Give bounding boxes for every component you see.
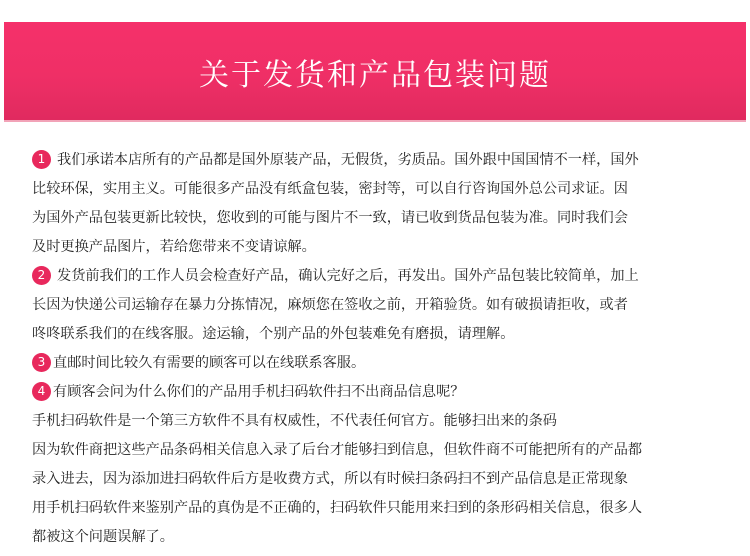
number-badge-1: 1 bbox=[32, 150, 51, 169]
section-text: 因为软件商把这些产品条码相关信息入录了后台才能够扫到信息，但软件商不可能把所有的产品都 bbox=[32, 442, 643, 458]
section-text: 发货前我们的工作人员会检查好产品，确认完好之后，再发出。国外产品包装比较简单，加上 bbox=[57, 268, 639, 284]
section-text: 为国外产品包装更新比较快，您收到的可能与图片不一致，请已收到货品包装为准。同时我们会 bbox=[32, 210, 628, 226]
section-2-line-1 bbox=[32, 262, 722, 291]
section-text: 有顾客会问为什么你们的产品用手机扫码软件扫不出商品信息呢？ bbox=[53, 384, 465, 400]
section-text: 都被这个问题误解了。 bbox=[32, 529, 174, 545]
section-text: 比较环保，实用主义。可能很多产品没有纸盒包装，密封等，可以自行咨询国外总公司求证。因 bbox=[32, 181, 628, 197]
section-1-line-3 bbox=[32, 204, 722, 233]
section-text: 及时更换产品图片，若给您带来不变请谅解。 bbox=[32, 239, 316, 255]
section-2-line-2 bbox=[32, 291, 722, 320]
section-text: 咚咚联系我们的在线客服。途运输，个别产品的外包装难免有磨损，请理解。 bbox=[32, 326, 515, 342]
section-4-line-4 bbox=[32, 465, 722, 494]
section-1-line-4 bbox=[32, 233, 722, 262]
section-text: 用手机扫码软件来鉴别产品的真伪是不正确的，扫码软件只能用来扫到的条形码相关信息，很多人 bbox=[32, 500, 643, 516]
section-text: 手机扫码软件是一个第三方软件不具有权威性，不代表任何官方。能够扫出来的条码 bbox=[32, 413, 557, 429]
section-text: 录入进去，因为添加进扫码软件后方是收费方式，所以有时候扫条码扫不到产品信息是正常现象 bbox=[32, 471, 628, 487]
section-3-line-1 bbox=[32, 349, 722, 378]
section-text: 长因为快递公司运输存在暴力分拣情况，麻烦您在签收之前，开箱验货。如有破损请拒收，或者 bbox=[32, 297, 628, 313]
section-2-line-3 bbox=[32, 320, 722, 349]
section-1-line-2 bbox=[32, 175, 722, 204]
notice-content bbox=[32, 146, 722, 552]
section-text: 我们承诺本店所有的产品都是国外原装产品，无假货，劣质品。国外跟中国国情不一样，国外 bbox=[57, 152, 639, 168]
section-4-line-5 bbox=[32, 494, 722, 523]
section-1-line-1 bbox=[32, 146, 722, 175]
section-4-line-3 bbox=[32, 436, 722, 465]
number-badge-3: 3 bbox=[32, 353, 51, 372]
section-text: 直邮时间比较久有需要的顾客可以在线联系客服。 bbox=[53, 355, 366, 371]
section-4-line-6 bbox=[32, 523, 722, 552]
section-4-line-2 bbox=[32, 407, 722, 436]
page-title: 关于发货和产品包装问题 bbox=[199, 58, 551, 93]
section-4-line-1 bbox=[32, 378, 722, 407]
number-badge-4: 4 bbox=[32, 382, 51, 401]
title-banner bbox=[4, 22, 746, 122]
number-badge-2: 2 bbox=[32, 266, 51, 285]
